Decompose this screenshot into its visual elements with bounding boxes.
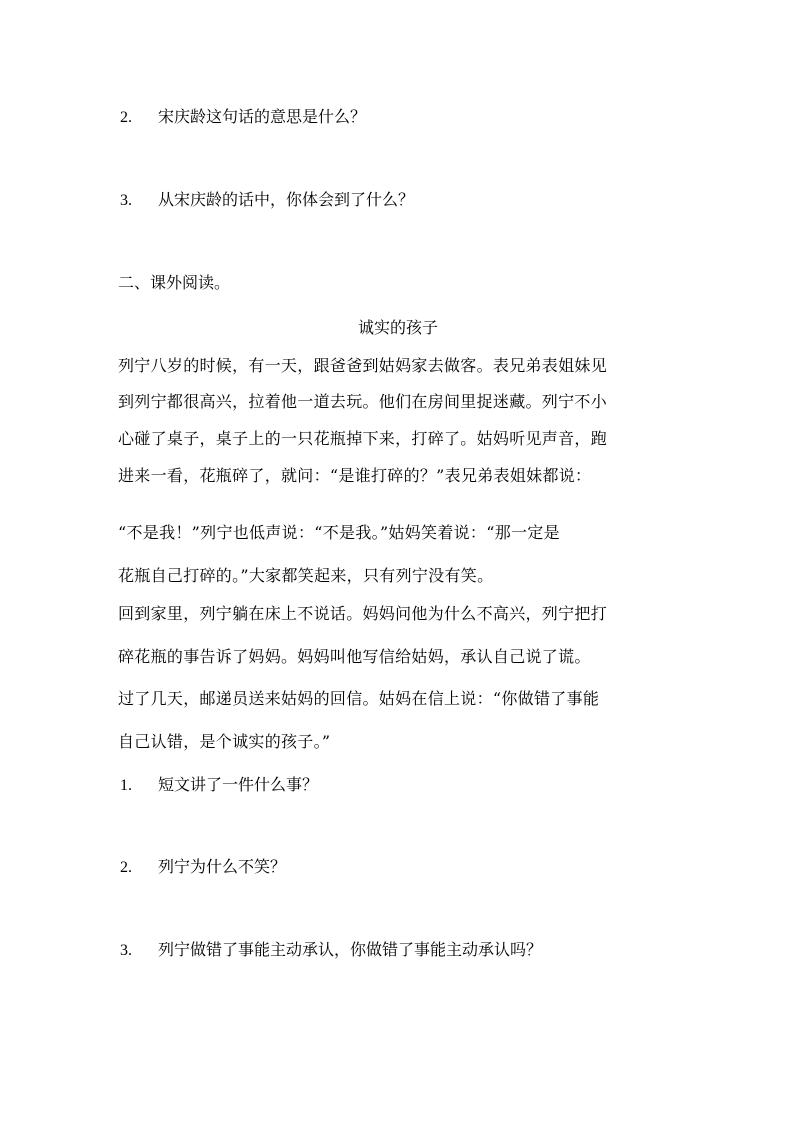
question-number: 2.	[120, 109, 132, 126]
passage-line: 回到家里，列宁躺在床上不说话。妈妈问他为什么不高兴，列宁把打	[118, 604, 608, 623]
passage-line: 碎花瓶的事告诉了妈妈。妈妈叫他写信给姑妈，承认自己说了谎。	[118, 647, 591, 666]
question-number: 2.	[120, 859, 132, 876]
passage-line: “不是我！”列宁也低声说：“不是我。”姑妈笑着说：“那一定是	[118, 523, 560, 542]
question-top-3	[120, 190, 414, 211]
question-text: 从宋庆龄的话中，你体会到了什么？	[158, 190, 415, 209]
question-bottom-3	[120, 940, 542, 961]
question-number: 1.	[120, 777, 132, 794]
passage-line: 自己认错，是个诚实的孩子。”	[118, 732, 331, 751]
question-number: 3.	[120, 192, 132, 209]
section-heading: 二、课外阅读。	[118, 273, 231, 292]
passage-line: 心碰了桌子，桌子上的一只花瓶掉下来，打碎了。姑妈听见声音，跑	[118, 429, 608, 448]
passage-line: 到列宁都很高兴，拉着他一道去玩。他们在房间里捉迷藏。列宁不小	[118, 392, 608, 411]
question-text: 列宁做错了事能主动承认，你做错了事能主动承认吗？	[158, 940, 543, 959]
question-text: 短文讲了一件什么事？	[158, 775, 319, 794]
passage-title: 诚实的孩子	[357, 318, 438, 337]
passage-line: 列宁八岁的时候，有一天，跟爸爸到姑妈家去做客。表兄弟表姐妹见	[118, 356, 608, 375]
question-bottom-1	[120, 775, 318, 796]
question-number: 3.	[120, 942, 132, 959]
question-text: 列宁为什么不笑？	[158, 857, 287, 876]
question-text: 宋庆龄这句话的意思是什么？	[158, 107, 367, 126]
passage-line: 进来一看，花瓶碎了，就问：“是谁打碎的？”表兄弟表姐妹都说：	[118, 466, 592, 485]
question-bottom-2	[120, 857, 286, 878]
question-top-2	[120, 107, 366, 128]
passage-line: 过了几天，邮递员送来姑妈的回信。姑妈在信上说：“你做错了事能	[118, 689, 600, 708]
passage-line: 花瓶自己打碎的。”大家都笑起来，只有列宁没有笑。	[118, 566, 494, 585]
